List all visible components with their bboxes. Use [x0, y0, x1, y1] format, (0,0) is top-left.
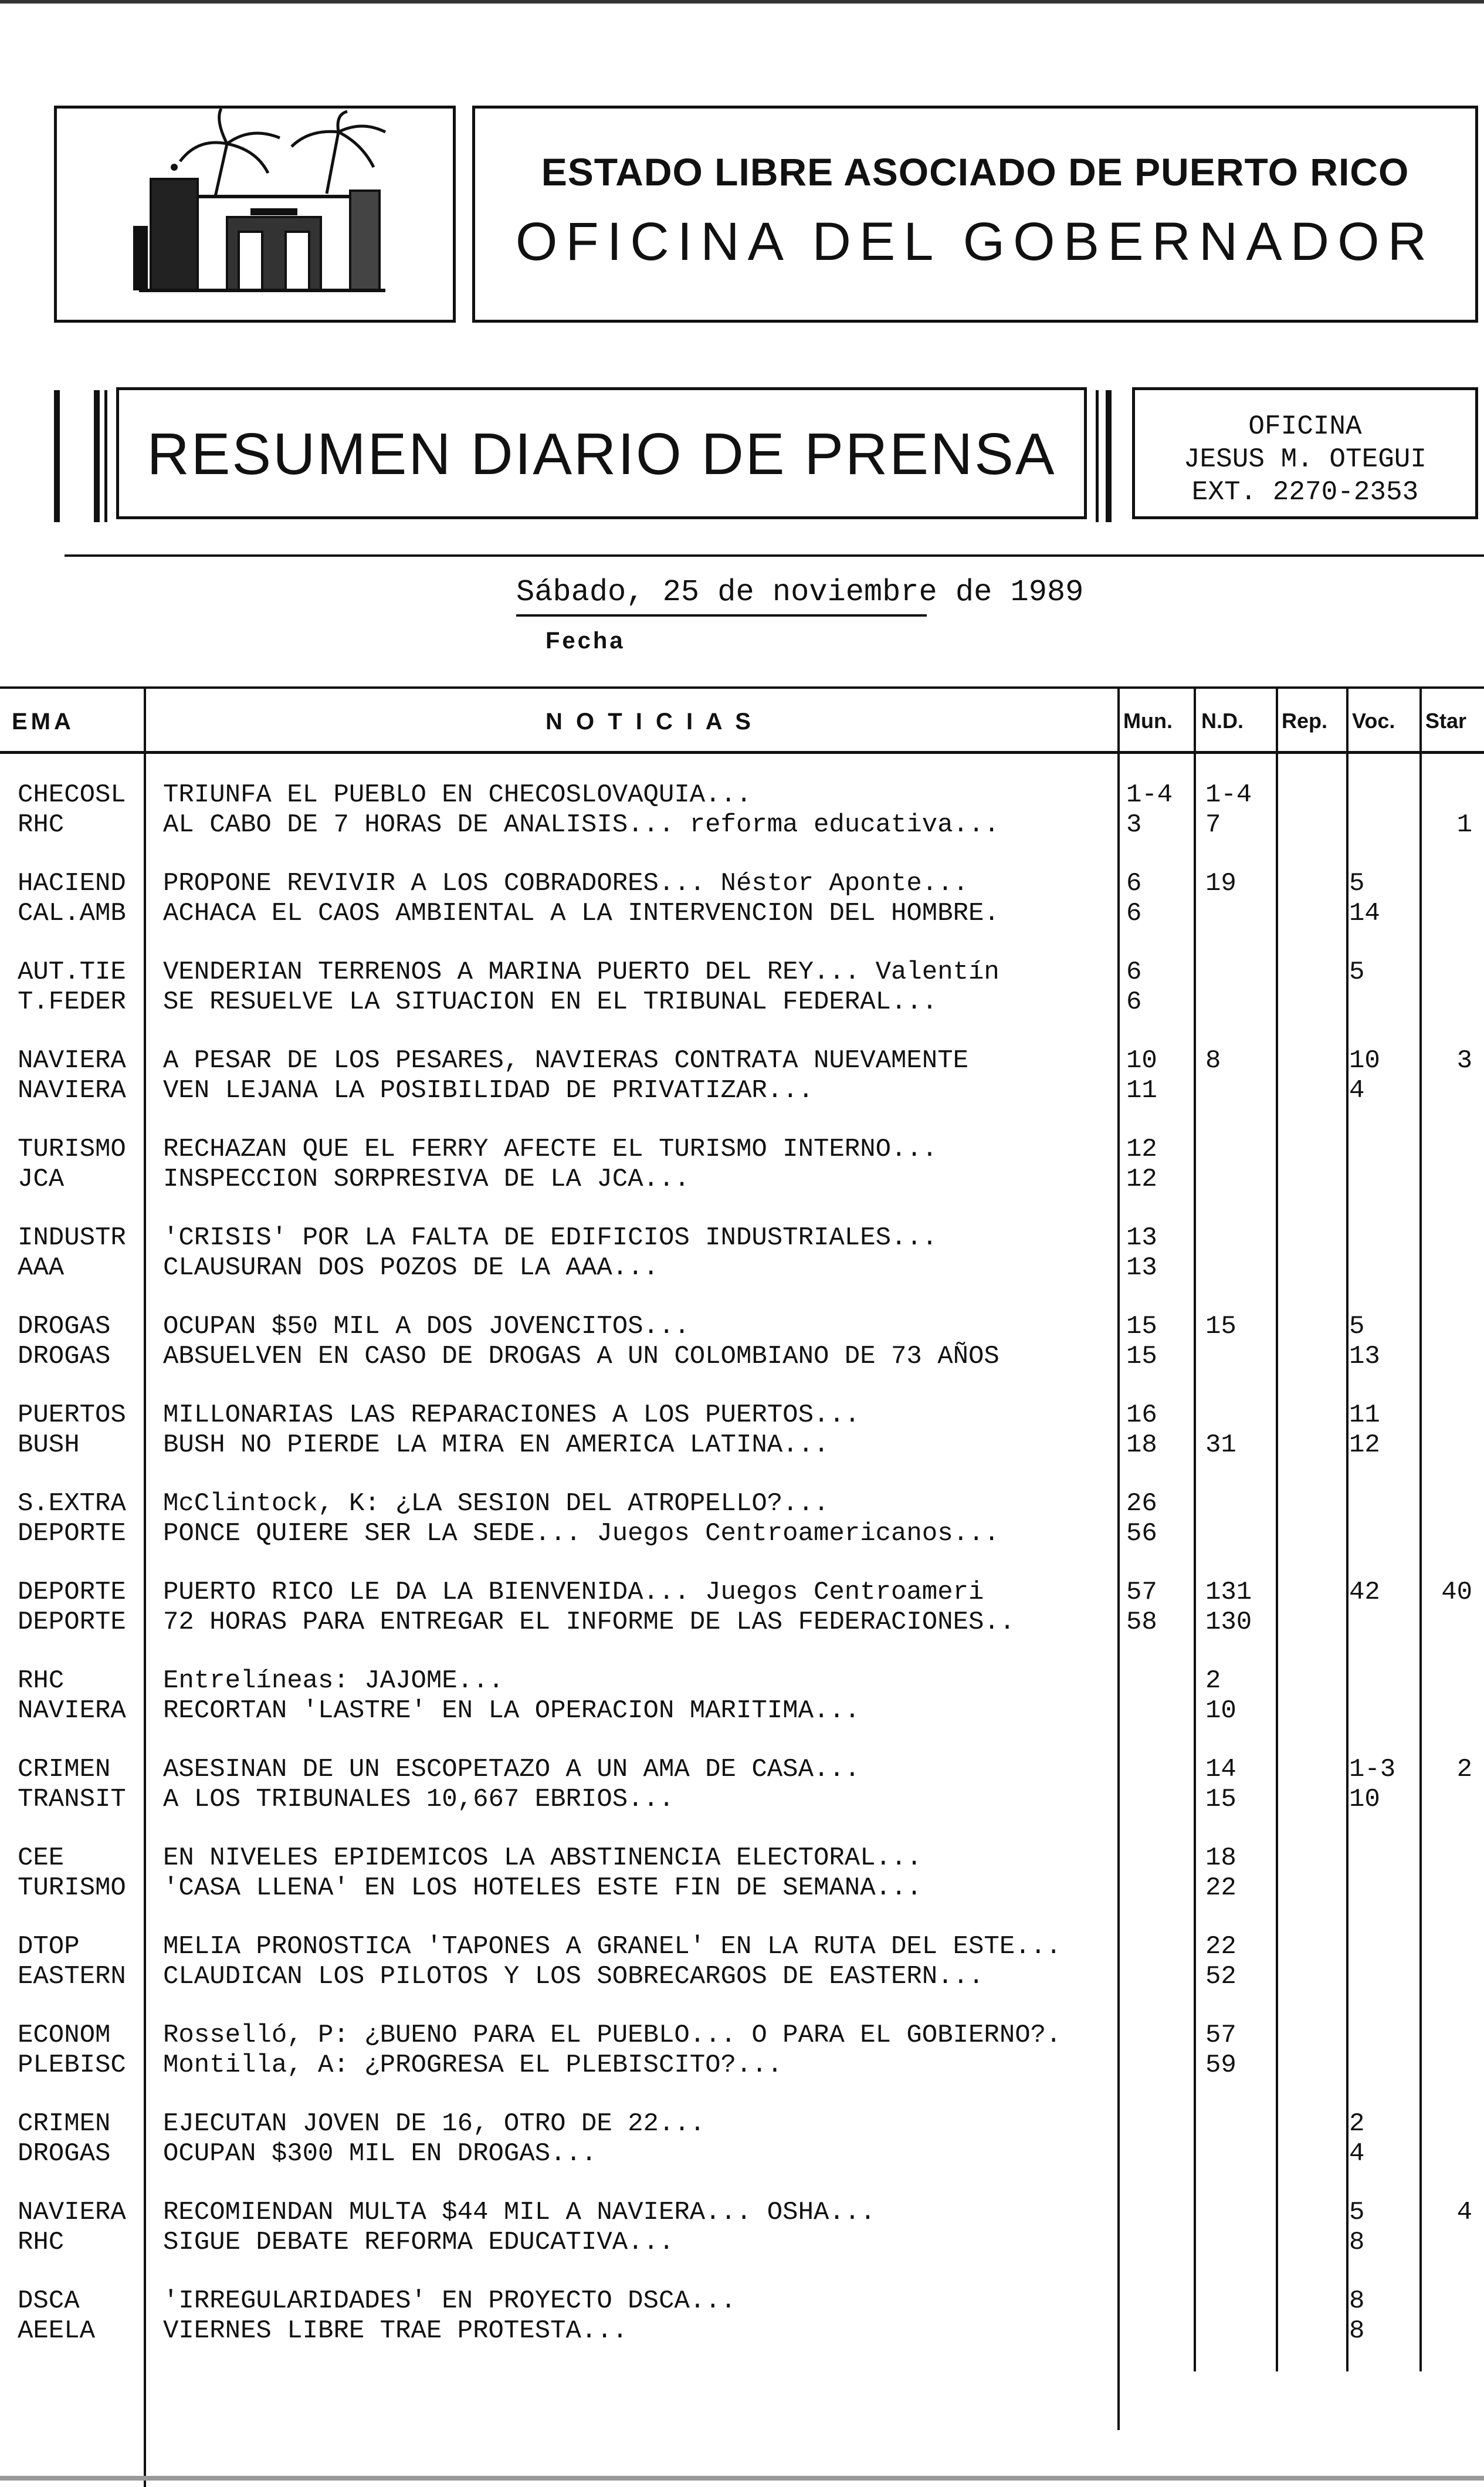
row-tema: DROGAS: [18, 1312, 111, 1341]
row-voc: 10: [1349, 1046, 1380, 1075]
row-nd: 59: [1205, 2050, 1236, 2080]
row-noticia: Entrelíneas: JAJOME...: [163, 1666, 504, 1696]
row-tema: DEPORTE: [18, 1607, 126, 1637]
row-mun: 10: [1126, 1046, 1157, 1075]
date-label: Fecha: [546, 628, 625, 654]
row-nd: 22: [1205, 1932, 1236, 1961]
col-header-nd: N.D.: [1201, 709, 1244, 733]
row-mun: 6: [1126, 987, 1142, 1017]
row-tema: HACIEND: [18, 869, 126, 898]
report-title-box: [116, 387, 1087, 519]
row-noticia: RECORTAN 'LASTRE' EN LA OPERACION MARITIMA...: [163, 1696, 860, 1725]
row-tema: RHC: [18, 2227, 65, 2257]
col-header-star: Star: [1425, 709, 1467, 733]
date-underline: [516, 614, 927, 617]
col-divider-mun: [1117, 688, 1120, 2430]
row-noticia: RECOMIENDAN MULTA $44 MIL A NAVIERA... OSHA...: [163, 2198, 876, 2227]
row-nd: 31: [1205, 1430, 1236, 1460]
row-nd: 19: [1205, 869, 1236, 898]
row-nd: 52: [1205, 1961, 1236, 1991]
row-tema: BUSH: [18, 1430, 80, 1460]
row-tema: CEE: [18, 1843, 65, 1873]
row-noticia: MELIA PRONOSTICA 'TAPONES A GRANEL' EN LA RUTA DEL ESTE...: [163, 1932, 1062, 1961]
government-header-box: [472, 106, 1478, 323]
row-nd: 2: [1205, 1666, 1221, 1696]
row-noticia: Rosselló, P: ¿BUENO PARA EL PUEBLO... O PARA EL GOBIERNO?.: [163, 2021, 1062, 2050]
row-mun: 6: [1126, 957, 1142, 987]
row-tema: PLEBISC: [18, 2050, 126, 2080]
row-voc: 5: [1349, 1312, 1365, 1341]
row-noticia: 'CRISIS' POR LA FALTA DE EDIFICIOS INDUSTRIALES...: [163, 1223, 938, 1253]
row-tema: DTOP: [18, 1932, 80, 1961]
row-noticia: PROPONE REVIVIR A LOS COBRADORES... Néstor Aponte...: [163, 869, 969, 898]
row-voc: 12: [1349, 1430, 1380, 1460]
row-tema: NAVIERA: [18, 1696, 126, 1725]
right-bar-2: [1106, 390, 1112, 522]
row-nd: 15: [1205, 1784, 1236, 1814]
col-header-mun: Mun.: [1123, 709, 1173, 733]
office-name: OFICINA DEL GOBERNADOR: [515, 212, 1435, 272]
right-bar-1: [1096, 390, 1099, 522]
bottom-edge-line: [0, 2476, 1484, 2481]
header-separator: [65, 554, 1484, 557]
row-nd: 8: [1205, 1046, 1221, 1075]
row-tema: CHECOSL: [18, 780, 126, 810]
row-tema: CRIMEN: [18, 2109, 111, 2139]
row-noticia: EJECUTAN JOVEN DE 16, OTRO DE 22...: [163, 2109, 706, 2139]
row-voc: 4: [1349, 2139, 1365, 2168]
row-mun: 56: [1126, 1518, 1157, 1548]
col-divider-tema: [144, 688, 146, 2487]
row-noticia: RECHAZAN QUE EL FERRY AFECTE EL TURISMO INTERNO...: [163, 1135, 938, 1164]
row-tema: NAVIERA: [18, 1046, 126, 1075]
office-line1: OFICINA: [1248, 411, 1362, 442]
row-noticia: ASESINAN DE UN ESCOPETAZO A UN AMA DE CASA...: [163, 1755, 860, 1784]
col-divider-nd: [1194, 688, 1196, 2371]
row-tema: INDUSTR: [18, 1223, 126, 1253]
row-noticia: SIGUE DEBATE REFORMA EDUCATIVA...: [163, 2227, 675, 2257]
row-voc: 42: [1349, 1578, 1380, 1607]
government-building-logo-icon: [57, 109, 453, 320]
row-nd: 14: [1205, 1755, 1236, 1784]
report-date: Sábado, 25 de noviembre de 1989: [516, 575, 1084, 610]
row-mun: 16: [1126, 1400, 1157, 1430]
row-nd: 131: [1205, 1578, 1252, 1607]
row-mun: 26: [1126, 1489, 1157, 1518]
col-header-voc: Voc.: [1352, 709, 1395, 733]
row-voc: 5: [1349, 869, 1365, 898]
row-voc: 10: [1349, 1784, 1380, 1814]
col-header-tema: EMA: [12, 709, 74, 735]
row-noticia: BUSH NO PIERDE LA MIRA EN AMERICA LATINA...: [163, 1430, 829, 1460]
row-tema: TURISMO: [18, 1135, 126, 1164]
row-noticia: McClintock, K: ¿LA SESION DEL ATROPELLO?...: [163, 1489, 829, 1518]
row-tema: T.FEDER: [18, 987, 126, 1017]
row-mun: 15: [1126, 1341, 1157, 1371]
row-tema: AAA: [18, 1253, 65, 1283]
col-divider-rep: [1276, 688, 1278, 2371]
table-header-bottom-line: [0, 751, 1484, 754]
table-top-line: [0, 686, 1484, 689]
row-tema: AUT.TIE: [18, 957, 126, 987]
row-tema: JCA: [18, 1164, 65, 1194]
office-line3: EXT. 2270-2353: [1191, 477, 1419, 507]
row-nd: 57: [1205, 2021, 1236, 2050]
row-nd: 22: [1205, 1873, 1236, 1903]
row-tema: PUERTOS: [18, 1400, 126, 1430]
row-mun: 15: [1126, 1312, 1157, 1341]
row-noticia: AL CABO DE 7 HORAS DE ANALISIS... reforma educativa...: [163, 810, 1000, 840]
left-bar-1: [54, 390, 60, 522]
row-mun: 3: [1126, 810, 1142, 840]
row-nd: 7: [1205, 810, 1221, 840]
row-noticia: CLAUSURAN DOS POZOS DE LA AAA...: [163, 1253, 659, 1283]
col-header-noticias: N O T I C I A S: [546, 709, 754, 735]
row-voc: 2: [1349, 2109, 1365, 2139]
row-tema: RHC: [18, 810, 65, 840]
row-noticia: VEN LEJANA LA POSIBILIDAD DE PRIVATIZAR...: [163, 1075, 814, 1105]
row-noticia: OCUPAN $50 MIL A DOS JOVENCITOS...: [163, 1312, 690, 1341]
row-voc: 5: [1349, 2198, 1365, 2227]
row-noticia: 'CASA LLENA' EN LOS HOTELES ESTE FIN DE SEMANA...: [163, 1873, 922, 1903]
row-star: 3: [1456, 1046, 1472, 1075]
row-noticia: MILLONARIAS LAS REPARACIONES A LOS PUERTOS...: [163, 1400, 860, 1430]
col-divider-voc: [1346, 688, 1349, 2371]
row-star: 2: [1456, 1755, 1472, 1784]
left-bar-3: [104, 390, 107, 522]
row-tema: DEPORTE: [18, 1578, 126, 1607]
row-mun: 6: [1126, 898, 1142, 928]
row-tema: NAVIERA: [18, 1075, 126, 1105]
office-line2: JESUS M. OTEGUI: [1183, 444, 1427, 475]
office-contact-box: [1132, 387, 1478, 519]
row-noticia: OCUPAN $300 MIL EN DROGAS...: [163, 2139, 597, 2168]
row-voc: 4: [1349, 1075, 1365, 1105]
row-mun: 18: [1126, 1430, 1157, 1460]
row-noticia: Montilla, A: ¿PROGRESA EL PLEBISCITO?...: [163, 2050, 783, 2080]
row-mun: 13: [1126, 1253, 1157, 1283]
row-voc: 8: [1349, 2286, 1365, 2316]
row-noticia: SE RESUELVE LA SITUACION EN EL TRIBUNAL FEDERAL...: [163, 987, 938, 1017]
row-tema: EASTERN: [18, 1961, 126, 1991]
row-voc: 13: [1349, 1341, 1380, 1371]
row-noticia: 'IRREGULARIDADES' EN PROYECTO DSCA...: [163, 2286, 736, 2316]
row-voc: 14: [1349, 898, 1380, 928]
row-tema: CAL.AMB: [18, 898, 126, 928]
row-mun: 12: [1126, 1135, 1157, 1164]
row-mun: 12: [1126, 1164, 1157, 1194]
row-tema: RHC: [18, 1666, 65, 1696]
state-name: ESTADO LIBRE ASOCIADO DE PUERTO RICO: [541, 150, 1410, 194]
row-voc: 5: [1349, 957, 1365, 987]
left-bar-2: [94, 390, 100, 522]
row-noticia: A PESAR DE LOS PESARES, NAVIERAS CONTRATA NUEVAMENTE: [163, 1046, 969, 1075]
row-noticia: VENDERIAN TERRENOS A MARINA PUERTO DEL REY... Valentín: [163, 957, 1000, 987]
row-noticia: A LOS TRIBUNALES 10,667 EBRIOS...: [163, 1784, 675, 1814]
row-mun: 58: [1126, 1607, 1157, 1637]
col-header-rep: Rep.: [1282, 709, 1328, 733]
row-noticia: PUERTO RICO LE DA LA BIENVENIDA... Juegos Centroameri: [163, 1578, 984, 1607]
row-star: 1: [1456, 810, 1472, 840]
row-tema: DROGAS: [18, 2139, 111, 2168]
row-noticia: PONCE QUIERE SER LA SEDE... Juegos Centroamericanos...: [163, 1518, 1000, 1548]
row-voc: 8: [1349, 2227, 1365, 2257]
col-divider-star: [1419, 688, 1422, 2371]
row-tema: DSCA: [18, 2286, 80, 2316]
row-mun: 11: [1126, 1075, 1157, 1105]
row-noticia: ACHACA EL CAOS AMBIENTAL A LA INTERVENCION DEL HOMBRE.: [163, 898, 1000, 928]
row-mun: 13: [1126, 1223, 1157, 1253]
row-mun: 6: [1126, 869, 1142, 898]
row-star: 4: [1456, 2198, 1472, 2227]
row-tema: S.EXTRA: [18, 1489, 126, 1518]
logo-box: [54, 106, 456, 323]
report-title: RESUMEN DIARIO DE PRENSA: [147, 421, 1056, 487]
row-tema: DEPORTE: [18, 1518, 126, 1548]
row-tema: ECONOM: [18, 2021, 111, 2050]
row-mun: 1-4: [1126, 780, 1173, 810]
row-noticia: INSPECCION SORPRESIVA DE LA JCA...: [163, 1164, 690, 1194]
top-edge-line: [0, 0, 1484, 4]
row-nd: 10: [1205, 1696, 1236, 1725]
row-noticia: ABSUELVEN EN CASO DE DROGAS A UN COLOMBIANO DE 73 AÑOS: [163, 1341, 1000, 1371]
row-noticia: TRIUNFA EL PUEBLO EN CHECOSLOVAQUIA...: [163, 780, 752, 810]
row-noticia: CLAUDICAN LOS PILOTOS Y LOS SOBRECARGOS DE EASTERN...: [163, 1961, 984, 1991]
row-voc: 11: [1349, 1400, 1380, 1430]
row-tema: DROGAS: [18, 1341, 111, 1371]
row-tema: NAVIERA: [18, 2198, 126, 2227]
row-noticia: EN NIVELES EPIDEMICOS LA ABSTINENCIA ELECTORAL...: [163, 1843, 922, 1873]
row-nd: 130: [1205, 1607, 1252, 1637]
row-tema: TRANSIT: [18, 1784, 126, 1814]
row-tema: AEELA: [18, 2316, 96, 2346]
row-tema: CRIMEN: [18, 1755, 111, 1784]
row-nd: 1-4: [1205, 780, 1252, 810]
row-nd: 18: [1205, 1843, 1236, 1873]
row-noticia: VIERNES LIBRE TRAE PROTESTA...: [163, 2316, 628, 2346]
row-voc: 1-3: [1349, 1755, 1396, 1784]
row-tema: TURISMO: [18, 1873, 126, 1903]
row-noticia: 72 HORAS PARA ENTREGAR EL INFORME DE LAS FEDERACIONES..: [163, 1607, 1015, 1637]
row-mun: 57: [1126, 1578, 1157, 1607]
row-nd: 15: [1205, 1312, 1236, 1341]
row-star: 40: [1441, 1578, 1472, 1607]
row-voc: 8: [1349, 2316, 1365, 2346]
